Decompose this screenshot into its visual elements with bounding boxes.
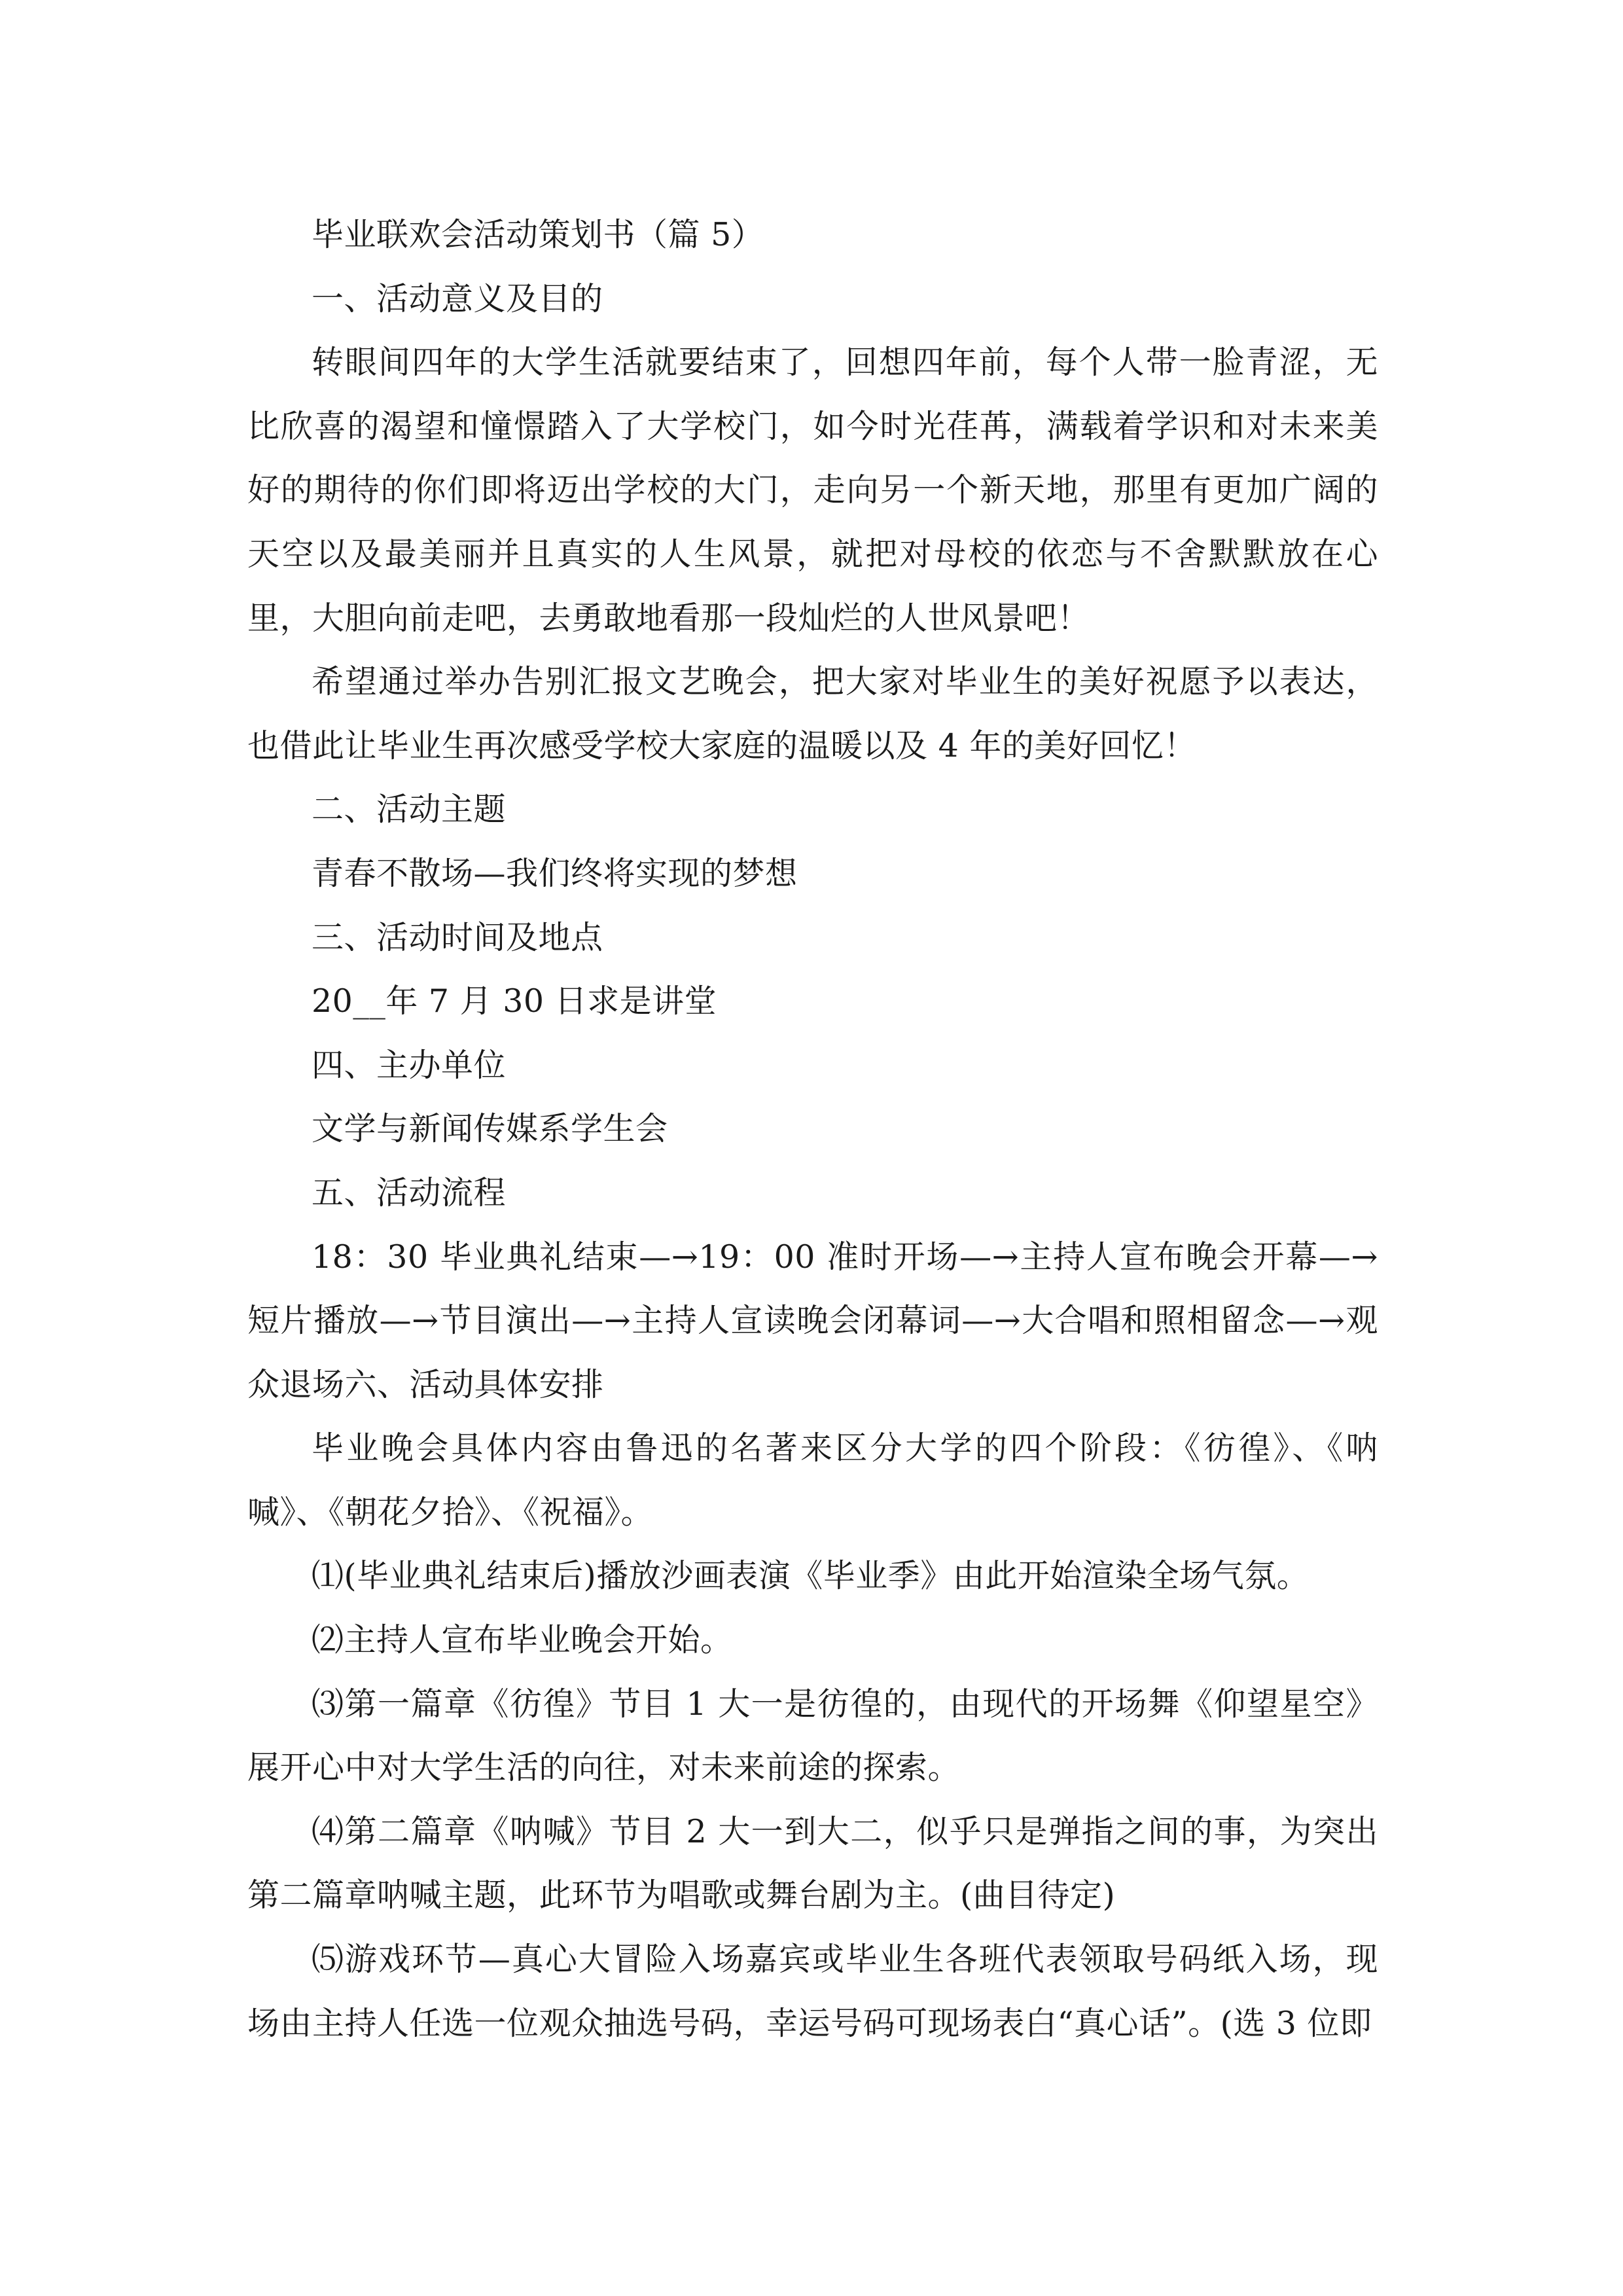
paragraph-time-place: 20__年 7 月 30 日求是讲堂: [312, 982, 717, 1020]
section-heading-process: 五、活动流程: [312, 1174, 507, 1211]
paragraph-purpose-body: 转眼间四年的大学生活就要结束了，回想四年前，每个人带一脸青涩，无比欣喜的渴望和憧憬踏入了大学校门，如今时光荏苒，满载着学识和对未来美好的期待的你们即将迈出学校的大门，走向另一个新天地，那里有更加广阔的天空以及最美丽并且真实的人生风景，就把对母校的依恋与不舍默默放在心里，大胆向前走吧，去勇敢地看那一段灿烂的人世风景吧！: [247, 344, 1378, 637]
paragraph-purpose-hope: 希望通过举办告别汇报文艺晚会，把大家对毕业生的美好祝愿予以表达，也借此让毕业生再次感受学校大家庭的温暖以及 4 年的美好回忆！: [247, 663, 1378, 764]
list-item-1: ⑴(毕业典礼结束后)播放沙画表演《毕业季》由此开始渲染全场气氛。: [312, 1557, 1310, 1595]
list-item-2: ⑵主持人宣布毕业晚会开始。: [312, 1621, 733, 1659]
paragraph-arrangement-intro: 毕业晚会具体内容由鲁迅的名著来区分大学的四个阶段：《彷徨》、《呐喊》、《朝花夕拾》、《祝福》。: [247, 1429, 1378, 1531]
paragraph-process: 18：30 毕业典礼结束—→19：00 准时开场—→主持人宣布晚会开幕—→短片播放—→节目演出—→主持人宣读晚会闭幕词—→大合唱和照相留念—→观众退场六、活动具体安排: [247, 1238, 1378, 1403]
list-item-5: ⑸游戏环节—真心大冒险入场嘉宾或毕业生各班代表领取号码纸入场，现场由主持人任选一位观众抽选号码，幸运号码可现场表白“真心话”。(选 3 位即: [247, 1941, 1378, 2042]
paragraph-organizer: 文学与新闻传媒系学生会: [312, 1110, 668, 1148]
list-item-3: ⑶第一篇章《彷徨》节目 1 大一是彷徨的，由现代的开场舞《仰望星空》展开心中对大学生活的向往，对未来前途的探索。: [247, 1685, 1378, 1787]
document-title: 毕业联欢会活动策划书（篇 5）: [312, 216, 764, 253]
document-page: [247, 203, 1378, 2055]
list-item-4: ⑷第二篇章《呐喊》节目 2 大一到大二，似乎只是弹指之间的事，为突出第二篇章呐喊主题，此环节为唱歌或舞台剧为主。(曲目待定): [247, 1812, 1378, 1914]
section-heading-organizer: 四、主办单位: [312, 1046, 507, 1084]
section-heading-time-place: 三、活动时间及地点: [312, 918, 603, 956]
paragraph-theme: 青春不散场—我们终将实现的梦想: [312, 854, 798, 892]
section-heading-purpose: 一、活动意义及目的: [312, 279, 603, 317]
section-heading-theme: 二、活动主题: [312, 791, 507, 829]
